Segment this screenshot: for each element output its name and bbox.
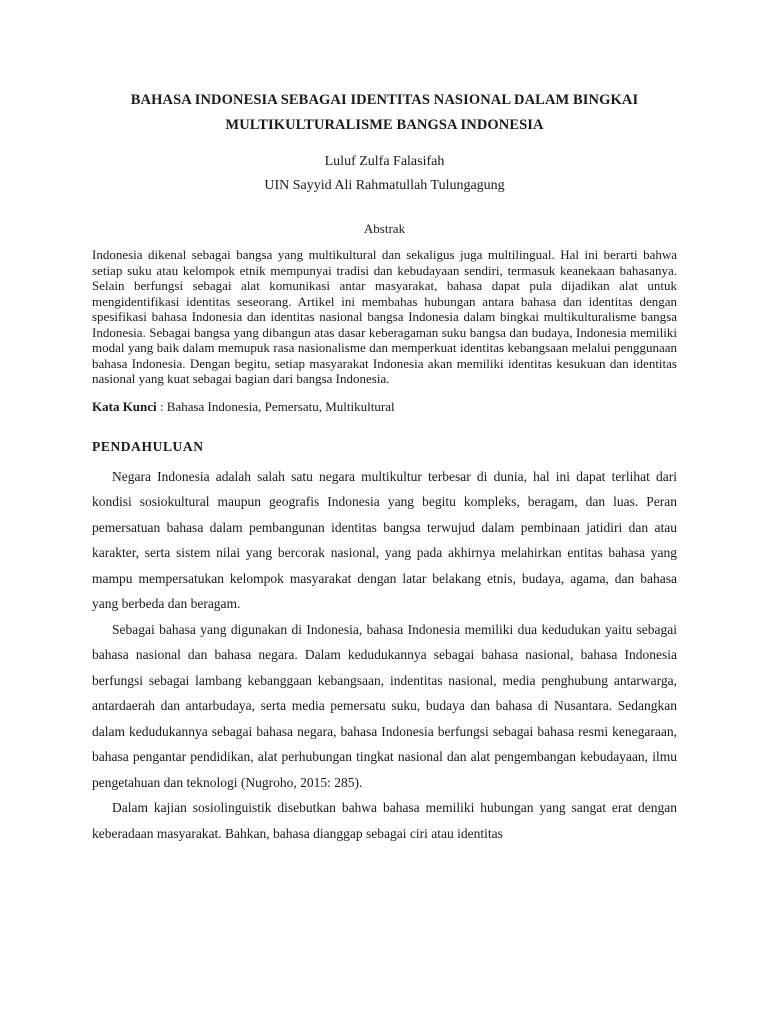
body-paragraph: Dalam kajian sosiolinguistik disebutkan bahwa bahasa memiliki hubungan yang sangat erat dengan keberadaan masyarakat. Bahkan, bahasa dianggap sebagai ciri atau identitas — [92, 800, 677, 841]
abstract-text: Indonesia dikenal sebagai bangsa yang multikultural dan sekaligus juga multilingual. Hal ini berarti bahwa setiap suku atau kelompok etnik mempunyai tradisi dan kebudayaan sendiri, termasuk keanekaan bahasanya. Selain berfungsi sebagai alat komunikasi antar masyarakat, bahasa dapat pula dijadikan alat untuk mengidentifikasi identitas seseorang. Artikel ini membahas hubungan antara bahasa dan identitas dengan spesifikasi bahasa Indonesia dan identitas nasional bangsa Indonesia dalam bingkai multikulturalisme bangsa Indonesia. Sebagai bangsa yang dibangun atas dasar keberagaman suku bangsa dan budaya, Indonesia memiliki modal yang baik dalam memupuk rasa nasionalisme dan memperkuat identitas kebangsaan melalui penggunaan bahasa Indonesia. Dengan begitu, setiap masyarakat Indonesia akan memiliki identitas kesukuan dan identitas nasional yang kuat sebagai bagian dari bangsa Indonesia. — [92, 247, 677, 386]
keywords-value: : Bahasa Indonesia, Pemersatu, Multikultural — [156, 398, 395, 414]
author-block — [92, 150, 677, 198]
keywords-label: Kata Kunci — [92, 398, 157, 414]
body-text — [92, 464, 677, 847]
section-heading: PENDAHULUAN — [92, 438, 204, 454]
abstract-heading: Abstrak — [363, 221, 406, 236]
body-paragraph: Negara Indonesia adalah salah satu negara multikultur terbesar di dunia, hal ini dapat terlihat dari kondisi sosiokultural maupun geografis Indonesia yang begitu kompleks, beragam, dan luas. Peran pemersatuan bahasa dalam pembangunan identitas bangsa terwujud dalam pembinaan jatidiri dan atau karakter, serta sistem nilai yang bercorak nasional, yang pada akhirnya melahirkan entitas bahasa yang mampu mempersatukan kelompok masyarakat dengan latar belakang etnis, budaya, agama, dan bahasa yang berbeda dan beragam. — [92, 468, 677, 611]
body-paragraph: Sebagai bahasa yang digunakan di Indonesia, bahasa Indonesia memiliki dua kedudukan yaitu sebagai bahasa nasional dan bahasa negara. Dalam kedudukannya sebagai bahasa nasional, bahasa Indonesia berfungsi sebagai lambang kebanggaan kebangsaan, indentitas nasional, media penghubung antarwarga, antardaerah dan antarbudaya, serta media pemersatu suku, budaya dan bahasa di Nusantara. Sedangkan dalam kedudukannya sebagai bahasa negara, bahasa Indonesia berfungsi sebagai bahasa resmi kenegaraan, bahasa pengantar pendidikan, alat perhubungan tingkat nasional dan alat pengembangan kebudayaan, ilmu pengetahuan dan teknologi (Nugroho, 2015: 285). — [92, 621, 677, 790]
paper-title — [92, 88, 677, 138]
document-page — [0, 88, 768, 1024]
author-name: Luluf Zulfa Falasifah — [324, 154, 445, 169]
author-affiliation: UIN Sayyid Ali Rahmatullah Tulungagung — [264, 178, 505, 193]
keywords — [92, 398, 677, 416]
paper-title-line-2: MULTIKULTURALISME BANGSA INDONESIA — [225, 117, 544, 133]
paper-title-line-1: BAHASA INDONESIA SEBAGAI IDENTITAS NASIONAL DALAM BINGKAI — [130, 92, 639, 108]
